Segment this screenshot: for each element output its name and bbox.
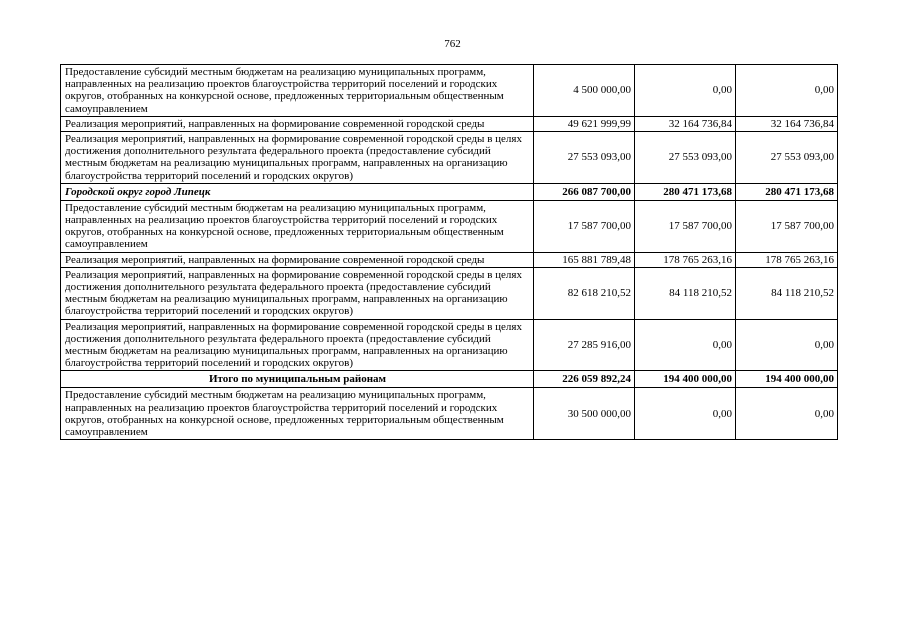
amount-col-2: 0,00 (635, 319, 736, 371)
row-description: Реализация мероприятий, направленных на формирование современной городской среды (61, 116, 534, 131)
table-row (61, 200, 838, 252)
amount-col-3: 0,00 (736, 319, 838, 371)
amount-col-3: 32 164 736,84 (736, 116, 838, 131)
amount-col-1: 30 500 000,00 (534, 388, 635, 440)
row-description: Реализация мероприятий, направленных на формирование современной городской среды в целях достижения дополнительного результата федерального проекта (предоставление субсидий местным бюджетам на реализацию муниципальных программ, направленных на организацию благоустройства территорий поселений и городских округов) (61, 319, 534, 371)
amount-col-2: 0,00 (635, 388, 736, 440)
amount-col-2: 84 118 210,52 (635, 267, 736, 319)
table-row (61, 388, 838, 440)
amount-col-1: 165 881 789,48 (534, 252, 635, 267)
row-heading: Городской округ город Липецк (61, 183, 534, 200)
table-row (61, 252, 838, 267)
row-description: Реализация мероприятий, направленных на формирование современной городской среды в целях достижения дополнительного результата федерального проекта (предоставление субсидий местным бюджетам на реализацию муниципальных программ, направленных на организацию благоустройства территорий поселений и городских округов) (61, 132, 534, 184)
amount-col-1: 226 059 892,24 (534, 371, 635, 388)
amount-col-2: 280 471 173,68 (635, 183, 736, 200)
amount-col-1: 49 621 999,99 (534, 116, 635, 131)
amount-col-3: 84 118 210,52 (736, 267, 838, 319)
amount-col-1: 27 553 093,00 (534, 132, 635, 184)
row-description: Реализация мероприятий, направленных на формирование современной городской среды в целях достижения дополнительного результата федерального проекта (предоставление субсидий местным бюджетам на реализацию муниципальных программ, направленных на организацию благоустройства территорий поселений и городских округов) (61, 267, 534, 319)
amount-col-1: 82 618 210,52 (534, 267, 635, 319)
amount-col-3: 0,00 (736, 388, 838, 440)
table-row (61, 267, 838, 319)
amount-col-3: 0,00 (736, 65, 838, 117)
amount-col-2: 17 587 700,00 (635, 200, 736, 252)
amount-col-1: 4 500 000,00 (534, 65, 635, 117)
table-row (61, 65, 838, 117)
table-row (61, 319, 838, 371)
table-row (61, 116, 838, 131)
amount-col-1: 266 087 700,00 (534, 183, 635, 200)
amount-col-1: 17 587 700,00 (534, 200, 635, 252)
amount-col-2: 0,00 (635, 65, 736, 117)
row-total-label: Итого по муниципальным районам (61, 371, 534, 388)
amount-col-2: 178 765 263,16 (635, 252, 736, 267)
row-description: Предоставление субсидий местным бюджетам на реализацию муниципальных программ, направленных на реализацию проектов благоустройства территорий поселений и городских округов, отобранных на конкурсной основе, предложенных территориальным общественным самоуправлением (61, 200, 534, 252)
row-description: Предоставление субсидий местным бюджетам на реализацию муниципальных программ, направленных на реализацию проектов благоустройства территорий поселений и городских округов, отобранных на конкурсной основе, предложенных территориальным общественным самоуправлением (61, 65, 534, 117)
amount-col-3: 27 553 093,00 (736, 132, 838, 184)
amount-col-3: 178 765 263,16 (736, 252, 838, 267)
amount-col-3: 17 587 700,00 (736, 200, 838, 252)
page-number: 762 (444, 38, 461, 50)
amount-col-2: 27 553 093,00 (635, 132, 736, 184)
amount-col-3: 194 400 000,00 (736, 371, 838, 388)
row-description: Реализация мероприятий, направленных на формирование современной городской среды (61, 252, 534, 267)
subsidy-table (60, 64, 838, 440)
row-description: Предоставление субсидий местным бюджетам на реализацию муниципальных программ, направленных на реализацию проектов благоустройства территорий поселений и городских округов, отобранных на конкурсной основе, предложенных территориальным общественным самоуправлением (61, 388, 534, 440)
amount-col-3: 280 471 173,68 (736, 183, 838, 200)
amount-col-2: 194 400 000,00 (635, 371, 736, 388)
table-row (61, 132, 838, 184)
amount-col-2: 32 164 736,84 (635, 116, 736, 131)
table-row-city-heading (61, 183, 838, 200)
amount-col-1: 27 285 916,00 (534, 319, 635, 371)
table-row-total (61, 371, 838, 388)
